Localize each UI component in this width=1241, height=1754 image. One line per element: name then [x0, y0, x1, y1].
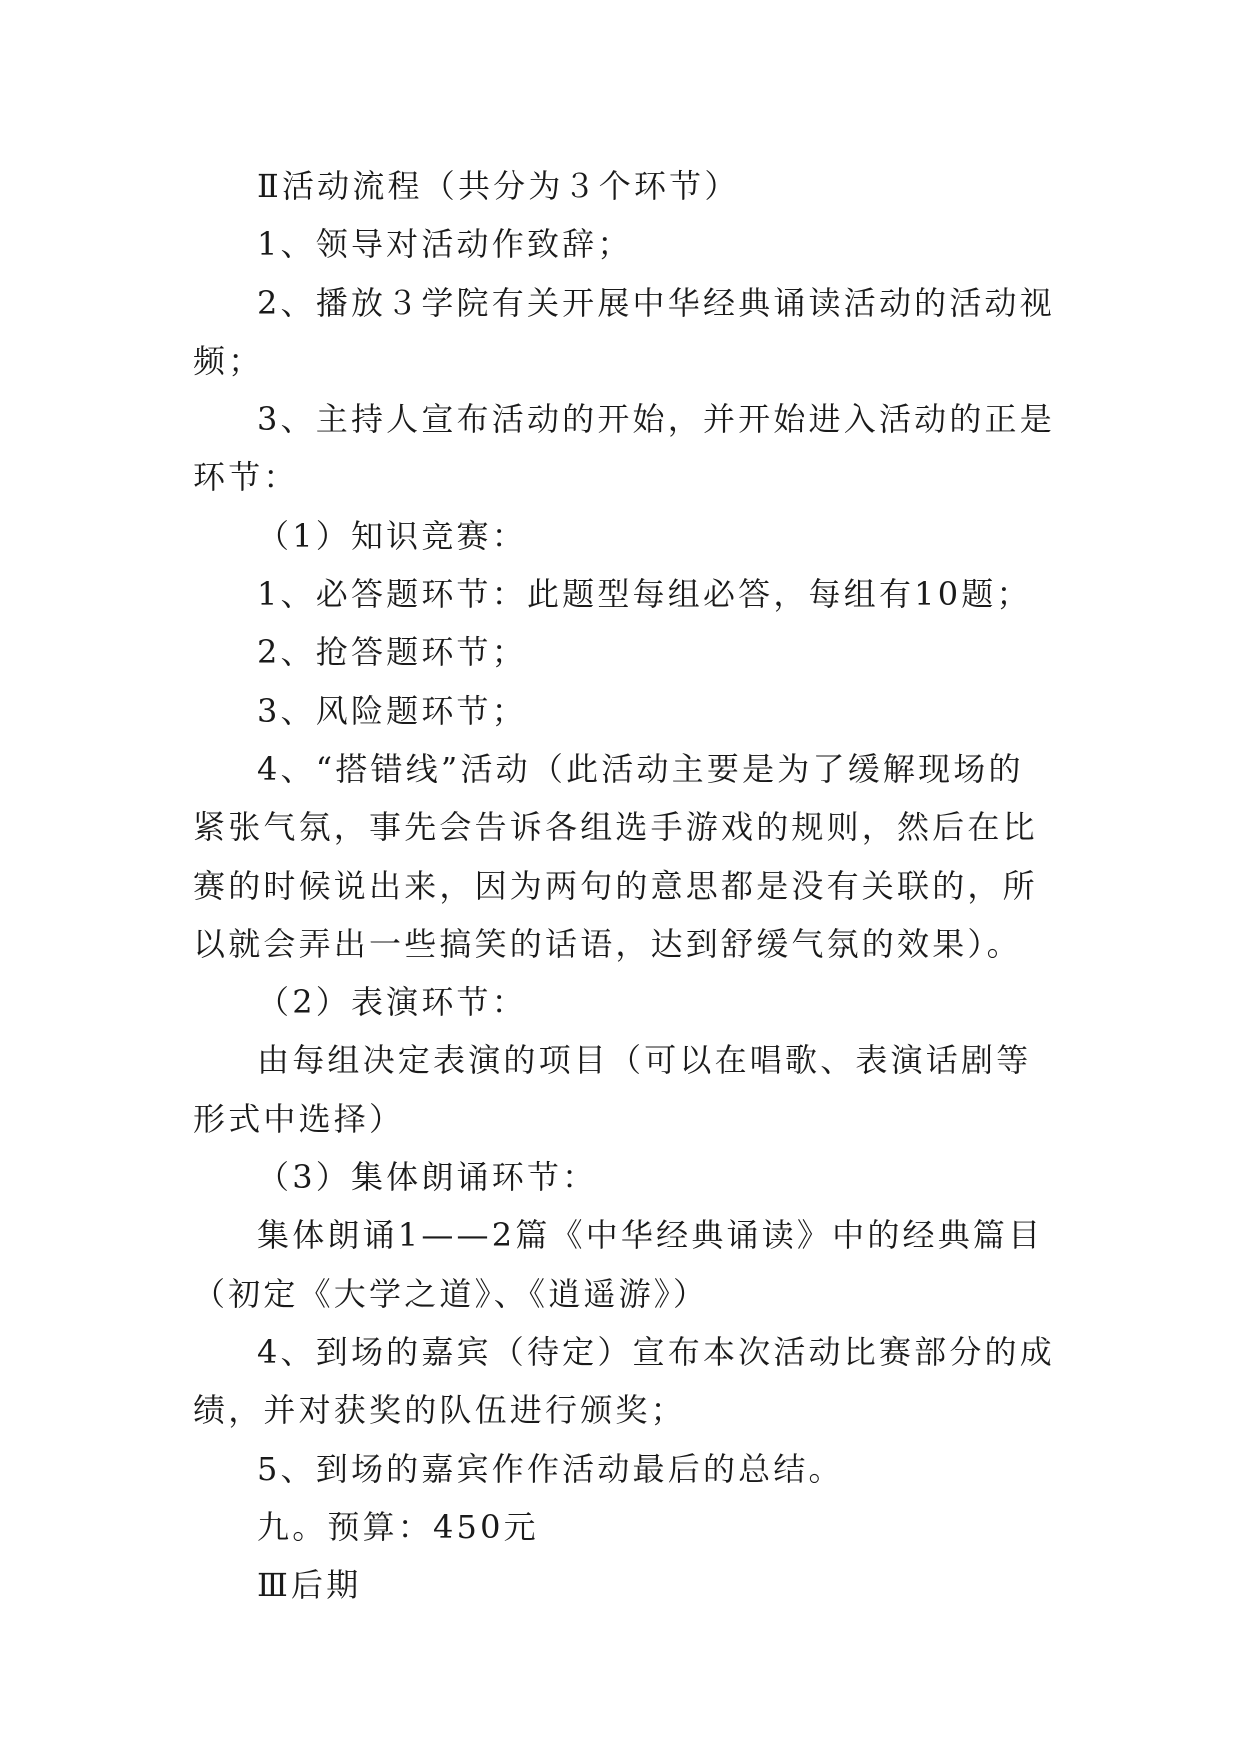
budget-line: 九。预算：450元	[257, 1507, 539, 1546]
subsection-heading: （2）表演环节：	[257, 983, 527, 1022]
paragraph: 1、领导对活动作致辞；	[257, 225, 633, 264]
paragraph: 2、抢答题环节；	[257, 633, 527, 672]
subsection-heading: （3）集体朗诵环节：	[257, 1158, 598, 1197]
paragraph: 1、必答题环节：此题型每组必答，每组有10题；	[257, 575, 1032, 614]
paragraph: 5、到场的嘉宾作作活动最后的总结。	[257, 1449, 844, 1488]
section-heading-post-phase: Ⅲ后期	[257, 1566, 362, 1605]
subsection-heading: （1）知识竞赛：	[257, 516, 527, 555]
section-heading-activity-flow: Ⅱ活动流程（共分为３个环节）	[257, 167, 740, 205]
document-body	[193, 157, 1055, 1614]
paragraph: 4、“搭错线”活动（此活动主要是为了缓解现场的紧张气氛，事先会告诉各组选手游戏的规则，然后在比赛的时候说出来，因为两句的意思都是没有关联的，所以就会弄出一些搞笑的话语，达到舒缓气氛的效果）。	[193, 749, 1038, 963]
paragraph: 3、主持人宣布活动的开始，并开始进入活动的正是环节：	[193, 400, 1055, 497]
paragraph: 4、到场的嘉宾（待定）宣布本次活动比赛部分的成绩，并对获奖的队伍进行颁奖；	[193, 1332, 1055, 1430]
paragraph: 3、风险题环节；	[257, 691, 527, 730]
paragraph: 2、播放３学院有关开展中华经典诵读活动的活动视频；	[193, 283, 1055, 380]
paragraph: 集体朗诵1——2篇《中华经典诵读》中的经典篇目（初定《大学之道》、《逍遥游》）	[193, 1216, 1044, 1313]
paragraph: 由每组决定表演的项目（可以在唱歌、表演话剧等形式中选择）	[193, 1041, 1032, 1138]
